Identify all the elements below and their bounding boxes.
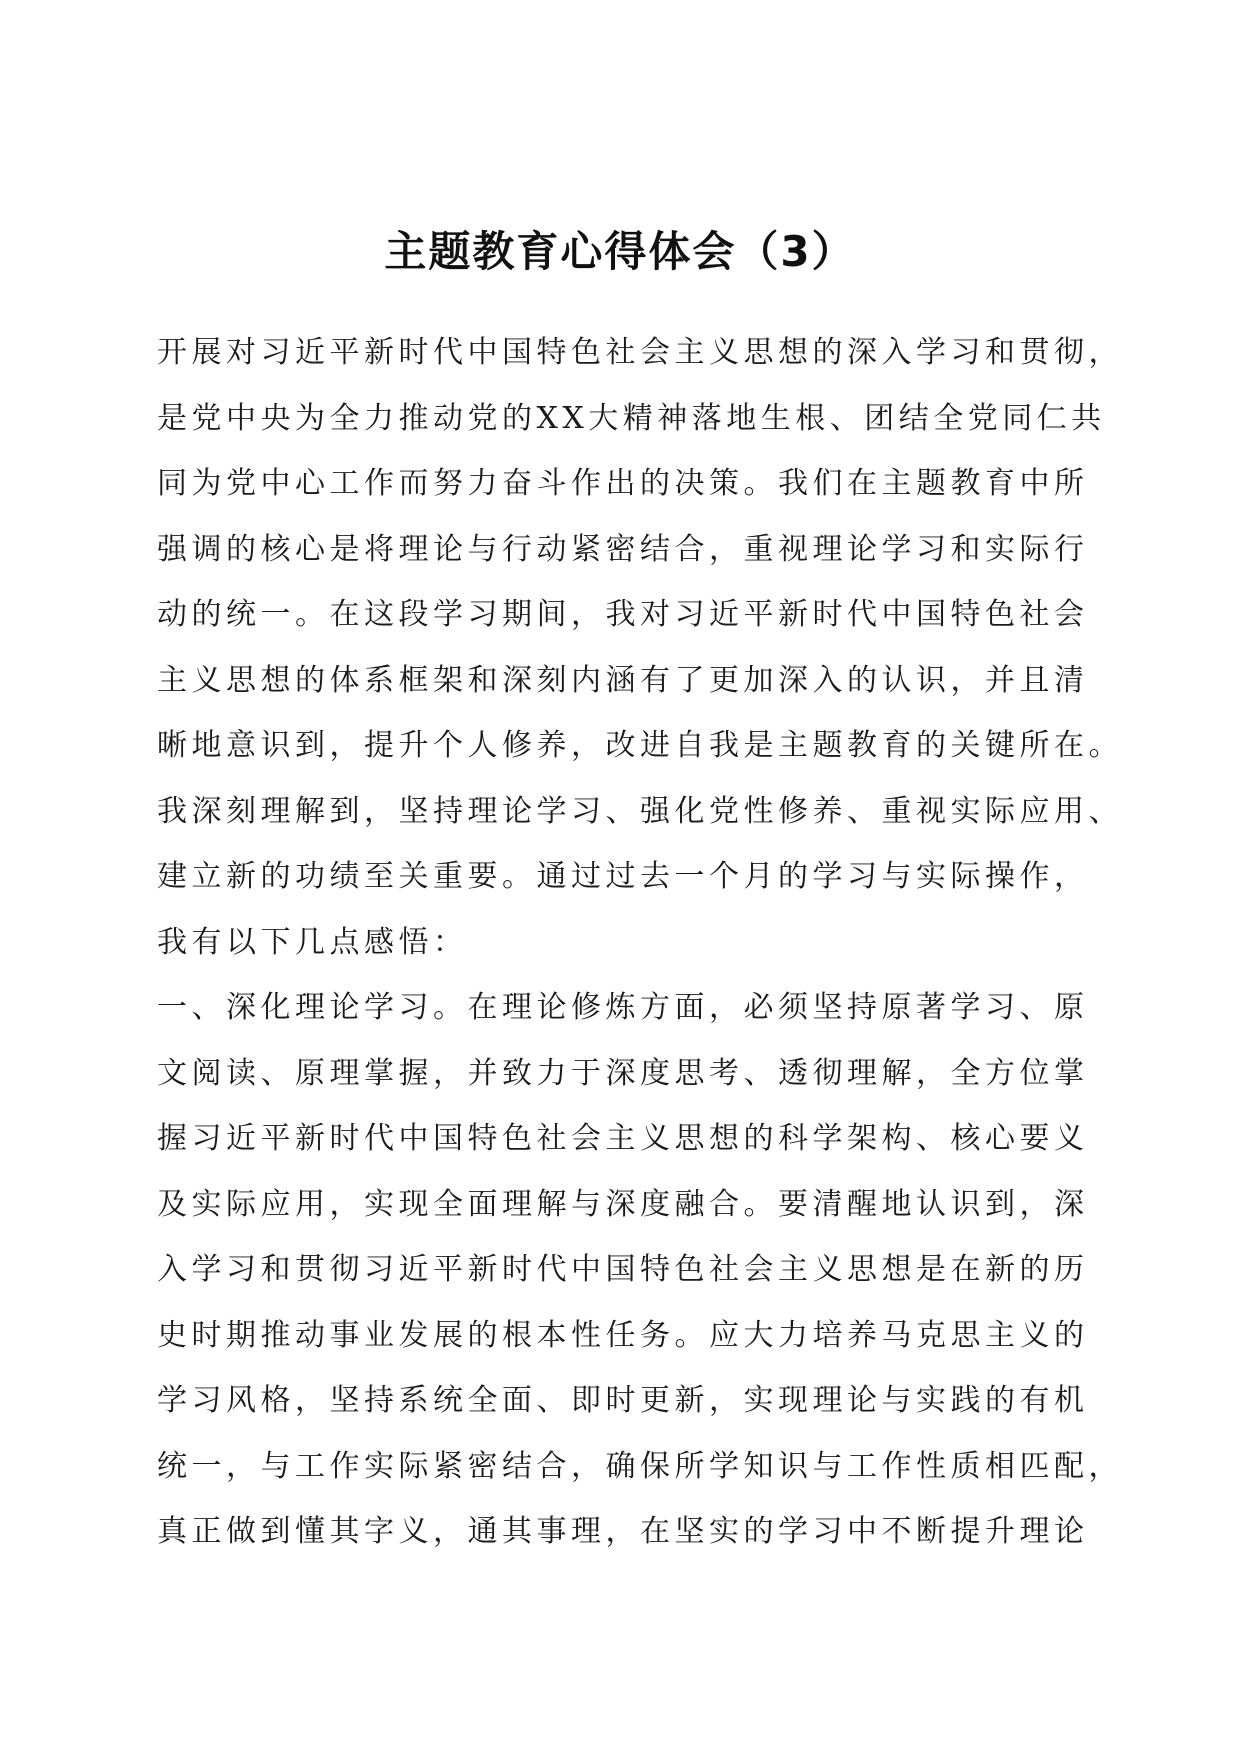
body-line: 入学习和贯彻习近平新时代中国特色社会主义思想是在新的历 — [157, 1252, 1089, 1287]
body-line: 统一，与工作实际紧密结合，确保所学知识与工作性质相匹配， — [157, 1448, 1123, 1484]
body-line: 握习近平新时代中国特色社会主义思想的科学架构、核心要义 — [157, 1121, 1089, 1156]
body-line: 学习风格，坚持系统全面、即时更新，实现理论与实践的有机 — [157, 1383, 1089, 1418]
body-line: 晰地意识到，提升个人修养，改进自我是主题教育的关键所在。 — [157, 728, 1123, 763]
body-line: 及实际应用，实现全面理解与深度融合。要清醒地认识到，深 — [157, 1186, 1089, 1222]
body-line: 我深刻理解到，坚持理论学习、强化党性修养、重视实际应用、 — [157, 793, 1123, 829]
body-line: 我有以下几点感悟： — [157, 924, 468, 960]
body-line: 主义思想的体系框架和深刻内涵有了更加深入的认识，并且清 — [157, 662, 1089, 698]
body-line: 建立新的功绩至关重要。通过过去一个月的学习与实际操作， — [157, 859, 1089, 894]
document-title: 主题教育心得体会（3） — [384, 227, 856, 276]
body-line: 一、深化理论学习。在理论修炼方面，必须坚持原著学习、原 — [157, 990, 1089, 1025]
body-line: 真正做到懂其字义，通其事理，在坚实的学习中不断提升理论 — [157, 1514, 1089, 1549]
body-line: 强调的核心是将理论与行动紧密结合，重视理论学习和实际行 — [157, 531, 1089, 567]
body-line: 同为党中心工作而努力奋斗作出的决策。我们在主题教育中所 — [157, 466, 1089, 501]
document-body — [157, 320, 1123, 1565]
body-line: 开展对习近平新时代中国特色社会主义思想的深入学习和贯彻， — [157, 335, 1123, 370]
body-line: 是党中央为全力推动党的XX大精神落地生根、团结全党同仁共 — [157, 400, 1106, 436]
body-line: 动的统一。在这段学习期间，我对习近平新时代中国特色社会 — [157, 597, 1089, 632]
body-line: 文阅读、原理掌握，并致力于深度思考、透彻理解，全方位掌 — [157, 1055, 1089, 1091]
body-line: 史时期推动事业发展的根本性任务。应大力培养马克思主义的 — [157, 1317, 1089, 1353]
